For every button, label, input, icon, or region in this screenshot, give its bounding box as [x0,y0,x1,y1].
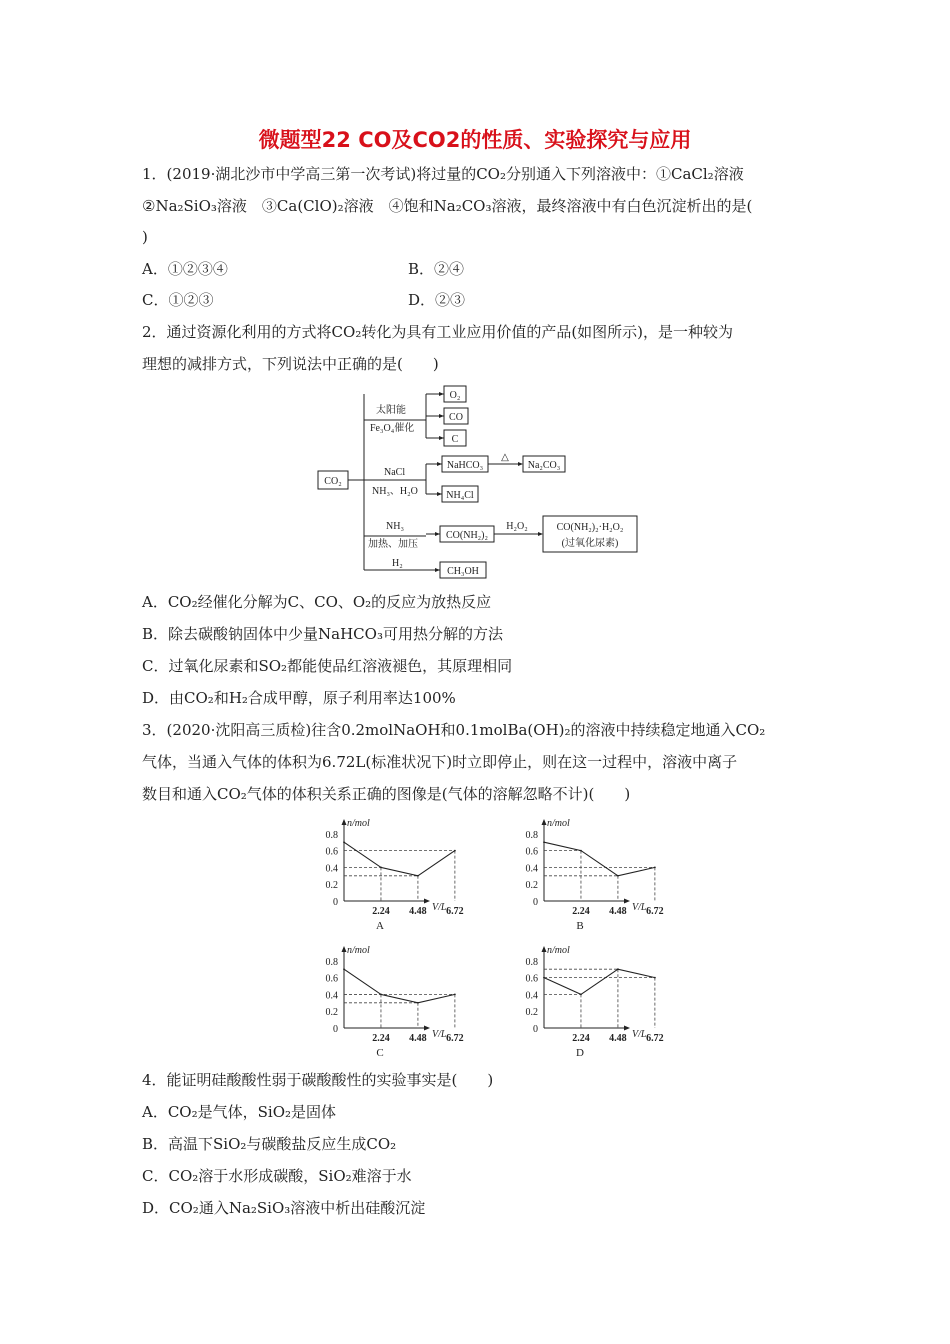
data-point [580,850,582,852]
y-axis-arrow [542,946,547,952]
x-axis-arrow [424,899,430,904]
data-point [454,850,456,852]
x-tick-label: 4.48 [409,1033,427,1044]
product-na2co3: Na₂CO₃ [527,460,561,471]
data-point [343,841,345,843]
q1-option-d[interactable]: D．②③ [408,291,466,309]
x-tick-label: 6.72 [446,906,464,917]
cond-fe3o4: Fe₃O₄催化 [370,423,415,434]
y-tick-label: 0.2 [325,880,338,892]
q1-option-a[interactable]: A．①②③④ [142,260,228,278]
data-point [654,867,656,869]
y-axis-arrow [342,946,347,952]
graph-c[interactable] [308,940,464,1060]
cond-h2: H₂ [392,558,403,569]
x-tick-label: 2.24 [572,906,590,917]
product-c: C [451,434,459,445]
y-tick-label: 0.6 [325,846,338,858]
x-tick-label: 4.48 [409,906,427,917]
x-axis-arrow [624,899,630,904]
x-axis-arrow [624,1026,630,1031]
graph-label: A [376,920,384,932]
y-tick-label: 0.4 [525,990,538,1002]
y-axis-label: n/mol [547,818,570,829]
cond-nh3: NH₃ [386,521,404,532]
y-tick-label: 0.6 [325,973,338,985]
product-peroxide-name: (过氧化尿素) [561,538,619,549]
data-point [417,875,419,877]
product-peroxide-formula: CO(NH₂)₂·H₂O₂ [556,522,624,533]
q4-option-a[interactable]: A．CO₂是气体，SiO₂是固体 [142,1103,337,1121]
q4-option-c[interactable]: C．CO₂溶于水形成碳酸，SiO₂难溶于水 [142,1167,412,1185]
y-axis-label: n/mol [347,818,370,829]
x-axis-label: V/L [432,1029,447,1040]
x-axis-label: V/L [432,902,447,913]
co2-conversion-diagram [316,384,656,584]
cond-nh3-h2o: NH₃、H₂O [372,486,418,497]
x-axis-label: V/L [632,902,647,913]
x-tick-label: 2.24 [572,1033,590,1044]
data-point [543,841,545,843]
product-o2: O₂ [449,390,461,401]
q3-stem-line3: 数目和通入CO₂气体的体积关系正确的图像是(气体的溶解忽略不计)( ) [142,785,631,803]
data-line [544,842,655,876]
y-tick-label: 0.4 [525,863,538,875]
q4-stem: 4．能证明硅酸酸性弱于碳酸酸性的实验事实是( ) [142,1071,494,1089]
y-tick-label: 0.8 [525,956,538,968]
data-point [380,867,382,869]
co2-source-label: CO₂ [324,476,342,487]
q1-stem-line2: ②Na₂SiO₃溶液 ③Ca(ClO)₂溶液 ④饱和Na₂CO₃溶液，最终溶液中有白色沉淀析出的是( [142,197,753,215]
data-point [617,968,619,970]
x-tick-label: 4.48 [609,906,627,917]
data-line [344,842,455,876]
product-nahco3: NaHCO₃ [446,460,484,471]
data-line [544,969,655,994]
x-tick-label: 2.24 [372,1033,390,1044]
y-axis-label: n/mol [347,945,370,956]
data-point [380,994,382,996]
y-tick-label: 0.4 [325,863,338,875]
q3-stem-line2: 气体，当通入气体的体积为6.72L(标准状况下)时立即停止，则在这一过程中，溶液中离子 [142,753,738,771]
x-tick-label: 4.48 [609,1033,627,1044]
x-tick-label: 2.24 [372,906,390,917]
q4-option-d[interactable]: D．CO₂通入Na₂SiO₃溶液中析出硅酸沉淀 [142,1199,426,1217]
y-tick-label: 0.2 [525,1007,538,1019]
graph-a[interactable] [308,813,464,933]
y-axis-arrow [542,819,547,825]
y-tick-label: 0.8 [525,829,538,841]
data-point [417,1002,419,1004]
y-tick-label: 0 [533,1024,538,1035]
cond-solar: 太阳能 [376,405,406,416]
x-axis-arrow [424,1026,430,1031]
graph-d[interactable] [508,940,664,1060]
graph-label: D [576,1047,584,1059]
q3-stem-line1: 3．(2020·沈阳高三质检)往含0.2molNaOH和0.1molBa(OH)₂的溶液中持续稳定地通入CO₂ [142,721,766,739]
y-tick-label: 0.8 [325,956,338,968]
q2-option-a[interactable]: A．CO₂经催化分解为C、CO、O₂的反应为放热反应 [142,593,492,611]
product-ch3oh: CH₃OH [447,566,479,577]
x-axis-label: V/L [632,1029,647,1040]
y-tick-label: 0.6 [525,846,538,858]
product-nh4cl: NH₄Cl [446,490,474,501]
product-co: CO [449,412,463,423]
data-point [543,977,545,979]
y-axis-arrow [342,819,347,825]
graph-b[interactable] [508,813,664,933]
x-tick-label: 6.72 [646,1033,664,1044]
cond-nacl: NaCl [384,467,406,478]
y-tick-label: 0.2 [525,880,538,892]
y-tick-label: 0 [533,897,538,908]
q2-stem-line2: 理想的减排方式，下列说法中正确的是( ) [142,355,439,373]
y-tick-label: 0 [333,1024,338,1035]
data-line [344,969,455,1003]
q1-option-b[interactable]: B．②④ [408,260,465,278]
data-point [617,875,619,877]
q1-stem-line1: 1．(2019·湖北沙市中学高三第一次考试)将过量的CO₂分别通入下列溶液中：①CaCl₂溶液 [142,165,744,183]
y-tick-label: 0.6 [525,973,538,985]
cond-h2o2: H₂O₂ [506,521,528,532]
q1-option-c[interactable]: C．①②③ [142,291,214,309]
q4-option-b[interactable]: B．高温下SiO₂与碳酸盐反应生成CO₂ [142,1135,397,1153]
q2-option-b[interactable]: B．除去碳酸钠固体中少量NaHCO₃可用热分解的方法 [142,625,503,643]
data-point [580,994,582,996]
y-axis-label: n/mol [547,945,570,956]
q2-stem-line1: 2．通过资源化利用的方式将CO₂转化为具有工业应用价值的产品(如图所示)，是一种较为 [142,323,734,341]
x-tick-label: 6.72 [446,1033,464,1044]
x-tick-label: 6.72 [646,906,664,917]
heat-symbol: △ [501,452,509,463]
cond-heat-pressure: 加热、加压 [368,539,418,550]
data-point [654,977,656,979]
y-tick-label: 0.2 [325,1007,338,1019]
y-tick-label: 0.4 [325,990,338,1002]
data-point [454,994,456,996]
q1-stem-line3: ) [142,228,148,246]
y-tick-label: 0 [333,897,338,908]
graph-label: C [376,1047,384,1059]
q2-option-d[interactable]: D．由CO₂和H₂合成甲醇，原子利用率达100% [142,689,456,707]
page-title: 微题型22 CO及CO2的性质、实验探究与应用 [258,128,692,152]
graph-label: B [576,920,584,932]
data-point [343,968,345,970]
product-urea: CO(NH₂)₂ [446,530,488,541]
y-tick-label: 0.8 [325,829,338,841]
q2-option-c[interactable]: C．过氧化尿素和SO₂都能使品红溶液褪色，其原理相同 [142,657,513,675]
